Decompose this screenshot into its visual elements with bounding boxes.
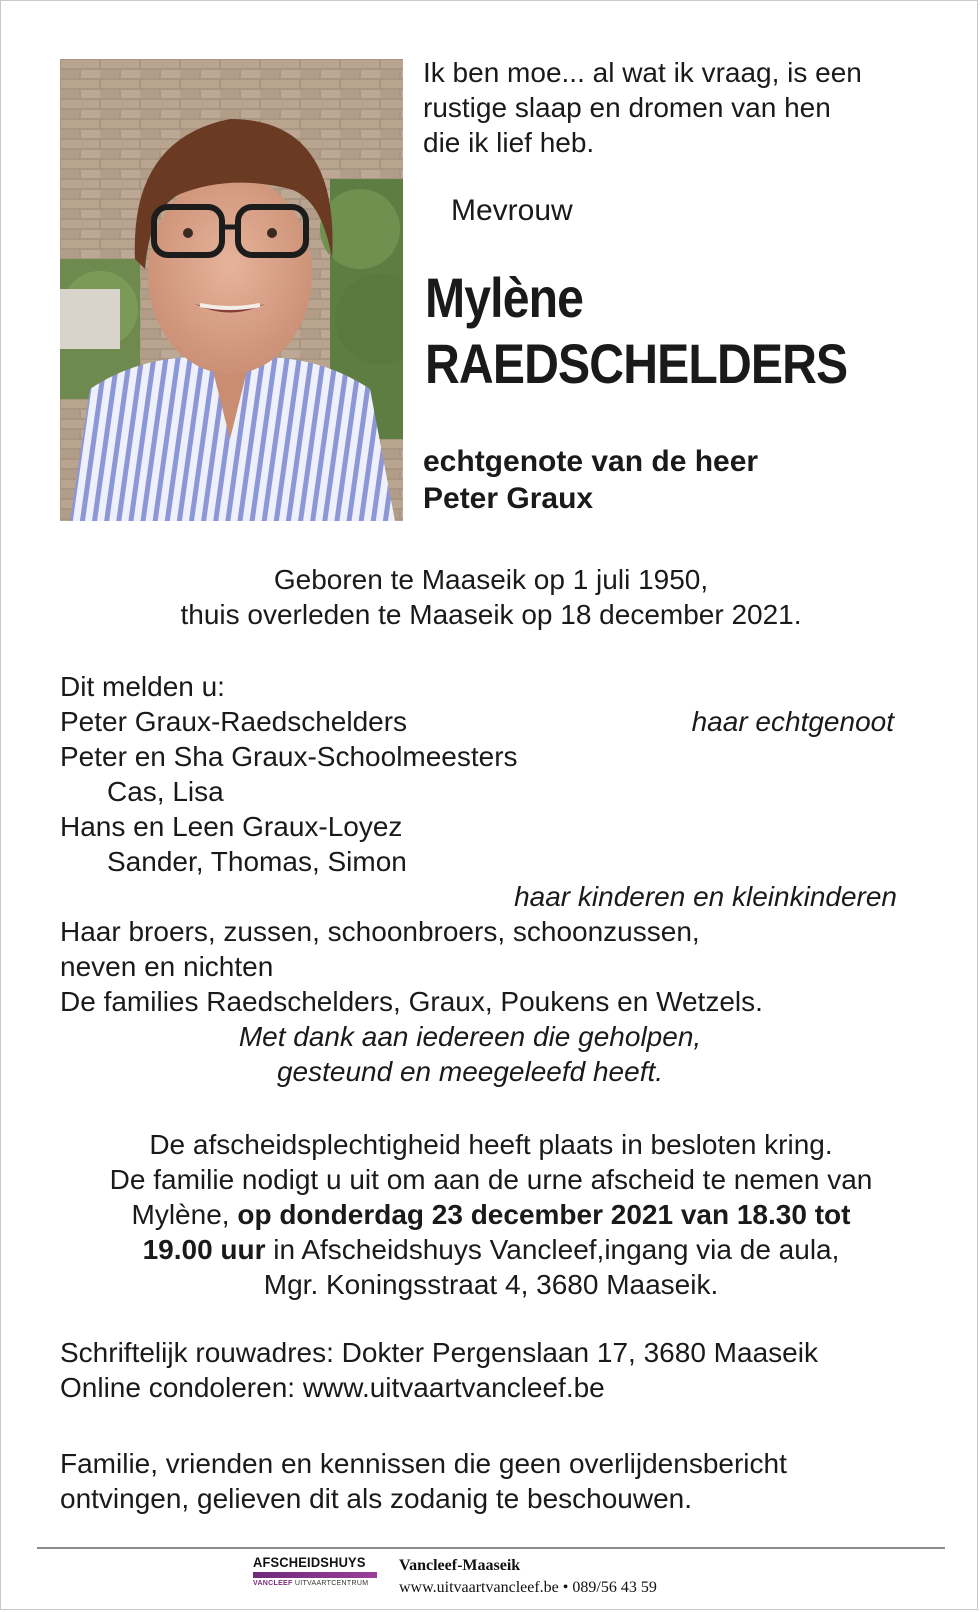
list-item	[60, 704, 930, 739]
child-name: Hans en Leen Graux-Loyez	[60, 811, 403, 842]
last-name: RAEDSCHELDERS	[425, 332, 848, 395]
announce-intro: Dit melden u:	[60, 671, 225, 702]
portrait-photo	[60, 59, 403, 521]
thanks-line: Met dank aan iedereen die geholpen,	[238, 1021, 702, 1052]
grandchildren: Sander, Thomas, Simon	[107, 846, 407, 877]
thanks-line: gesteund en meegeleefd heeft.	[276, 1056, 664, 1087]
list-item	[60, 879, 930, 914]
logo-brand: VANCLEEF	[253, 1580, 293, 1587]
poem-quote	[423, 55, 943, 160]
ceremony-date: op donderdag 23 december 2021 van 18.30 tot	[237, 1199, 851, 1230]
logo-wordmark: AFSCHEIDSHUYS	[253, 1554, 366, 1570]
deceased-name	[425, 265, 847, 397]
ceremony-info	[1, 1127, 980, 1302]
husband-role: haar echtgenoot	[691, 706, 894, 737]
siblings-line: neven en nichten	[60, 951, 274, 982]
poem-line: die ik lief heb.	[423, 127, 595, 158]
funeral-home-name: Vancleef-Maaseik	[399, 1557, 521, 1574]
ceremony-text: in Afscheidshuys Vancleef,ingang via de aula,	[265, 1234, 840, 1265]
notification-note	[60, 1446, 787, 1516]
honorific: Mevrouw	[451, 194, 573, 227]
first-name: Mylène	[425, 266, 584, 329]
poem-line: Ik ben moe... al wat ik vraag, is een	[423, 57, 862, 88]
ceremony-line	[1, 1232, 980, 1267]
ceremony-line	[1, 1197, 980, 1232]
funeral-home-logo	[253, 1554, 381, 1602]
husband-name: Peter Graux-Raedschelders	[60, 706, 408, 737]
note-line: ontvingen, gelieven dit als zodanig te beschouwen.	[60, 1483, 692, 1514]
spouse-info	[423, 443, 758, 517]
ceremony-line: De familie nodigt u uit om aan de urne afscheid te nemen van	[109, 1164, 873, 1195]
funeral-home-contact: www.uitvaartvancleef.be • 089/56 43 59	[399, 1579, 657, 1596]
contact-info	[60, 1335, 818, 1405]
ceremony-address: Mgr. Koningsstraat 4, 3680 Maaseik.	[263, 1269, 719, 1300]
child-name: Peter en Sha Graux-Schoolmeesters	[60, 741, 518, 772]
birth-death-info	[1, 562, 980, 632]
children-role: haar kinderen en kleinkinderen	[514, 881, 897, 912]
ceremony-text: Mylène,	[131, 1199, 238, 1230]
logo-tagline: UITVAARTCENTRUM	[294, 1580, 369, 1587]
online-condolence: Online condoleren: www.uitvaartvancleef.be	[60, 1372, 605, 1403]
announcement-list	[60, 669, 930, 1089]
funeral-home-info	[399, 1555, 657, 1599]
ceremony-time: 19.00 uur	[142, 1234, 266, 1265]
poem-line: rustige slaap en dromen van hen	[423, 92, 831, 123]
note-line: Familie, vrienden en kennissen die geen overlijdensbericht	[60, 1448, 787, 1479]
ceremony-line: De afscheidsplechtigheid heeft plaats in besloten kring.	[149, 1129, 833, 1160]
logo-bar	[253, 1572, 377, 1578]
families-line: De families Raedschelders, Graux, Poukens en Wetzels.	[60, 986, 763, 1017]
spouse-line: echtgenote van de heer	[423, 445, 759, 478]
grandchildren: Cas, Lisa	[107, 776, 224, 807]
death-line: thuis overleden te Maaseik op 18 december 2021.	[180, 599, 802, 630]
footer-divider	[37, 1547, 945, 1549]
logo-subtitle	[253, 1580, 381, 1587]
spouse-name: Peter Graux	[423, 482, 594, 515]
birth-line: Geboren te Maaseik op 1 juli 1950,	[273, 564, 709, 595]
mourning-address: Schriftelijk rouwadres: Dokter Pergenslaan 17, 3680 Maaseik	[60, 1337, 818, 1368]
siblings-line: Haar broers, zussen, schoonbroers, schoonzussen,	[60, 916, 700, 947]
